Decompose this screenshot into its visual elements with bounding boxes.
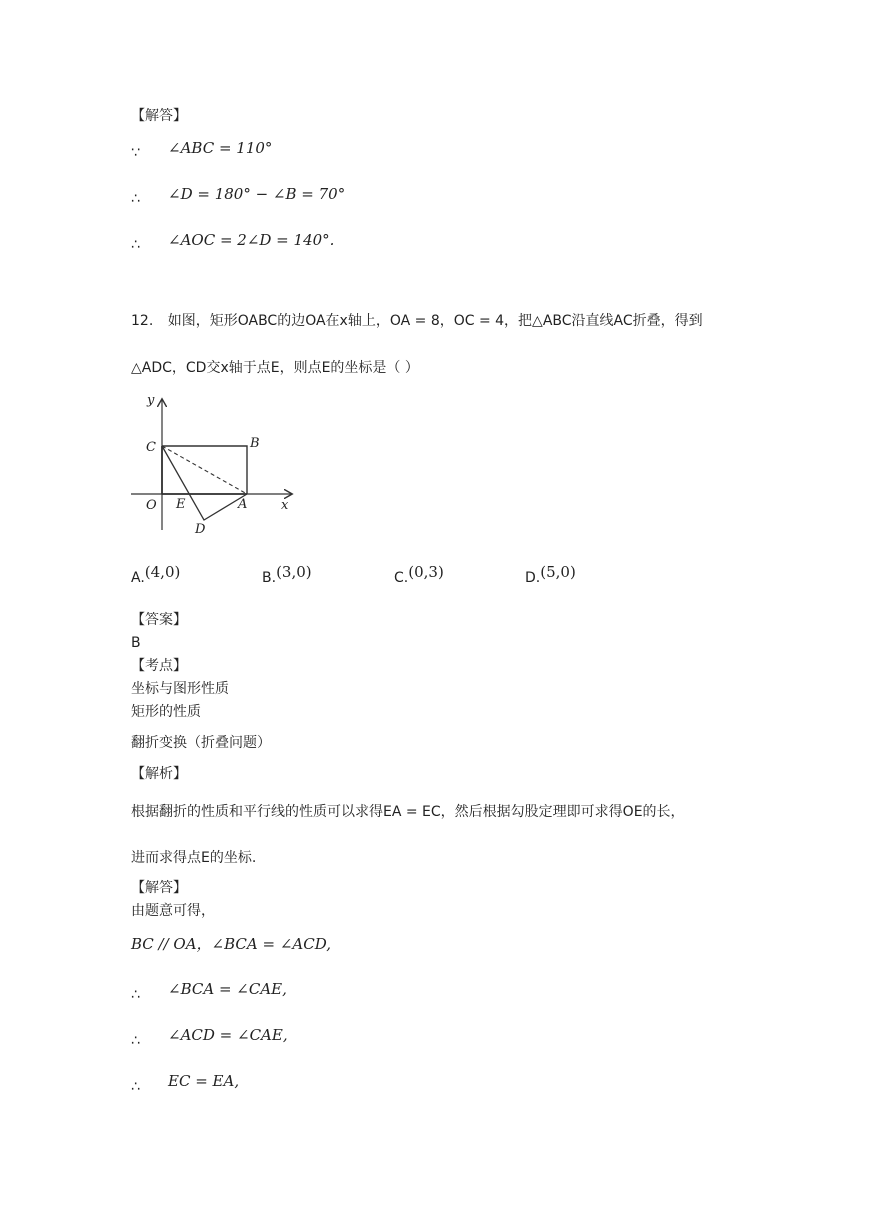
option-d[interactable]: D.(5,0) [525,563,576,586]
kaodian-item: 矩形的性质 [131,704,201,720]
label-y: y [147,393,155,408]
equation-line: ∠ABC = 110° [168,139,273,157]
equation-line: EC = EA, [168,1072,240,1090]
equation-line: BC // OA，∠BCA = ∠ACD, [131,935,331,953]
label-b: B [250,436,260,451]
answer-heading: 【答案】 [131,612,187,628]
diagonal-ac [162,446,247,494]
equation-line: ∠AOC = 2∠D = 140°. [168,231,335,249]
analysis-line-2: 进而求得点E的坐标. [131,850,257,866]
kaodian-heading: 【考点】 [131,658,187,674]
kaodian-item: 翻折变换（折叠问题） [131,735,271,751]
label-c: C [146,440,156,455]
therefore-symbol: ∴ [131,237,140,253]
label-a: A [238,497,248,512]
question-text: 如图，矩形OABC的边OA在x轴上，OA = 8，OC = 4，把△ABC沿直线AC折叠，得到 [167,313,703,329]
label-d: D [195,522,206,537]
label-x: x [281,498,289,513]
therefore-symbol: ∴ [131,191,140,207]
equation-line: ∠BCA = ∠CAE, [168,980,287,998]
label-e: E [176,497,186,512]
answer-value: B [131,635,141,651]
intro-text: 由题意可得， [131,903,215,919]
therefore-symbol: ∴ [131,987,140,1003]
because-symbol: ∵ [131,145,140,161]
triangle-adc [162,446,247,520]
question-line-1 [131,311,703,331]
option-a[interactable]: A.(4,0) [131,563,181,586]
label-o: O [146,498,157,513]
answer-heading-1: 【解答】 [131,108,187,124]
equation-line: ∠ACD = ∠CAE, [168,1026,288,1044]
analysis-line-1: 根据翻折的性质和平行线的性质可以求得EA = EC，然后根据勾股定理即可求得OE的长， [131,804,685,820]
therefore-symbol: ∴ [131,1079,140,1095]
question-number: 12. [131,313,154,329]
question-line-2: △ADC，CD交x轴于点E，则点E的坐标是（ ） [131,360,419,376]
answer-heading-2: 【解答】 [131,880,187,896]
option-b[interactable]: B.(3,0) [262,563,312,586]
kaodian-item: 坐标与图形性质 [131,681,229,697]
equation-line: ∠D = 180° − ∠B = 70° [168,185,346,203]
geometry-figure [125,388,300,540]
option-c[interactable]: C.(0,3) [394,563,444,586]
analysis-heading: 【解析】 [131,766,187,782]
therefore-symbol: ∴ [131,1033,140,1049]
